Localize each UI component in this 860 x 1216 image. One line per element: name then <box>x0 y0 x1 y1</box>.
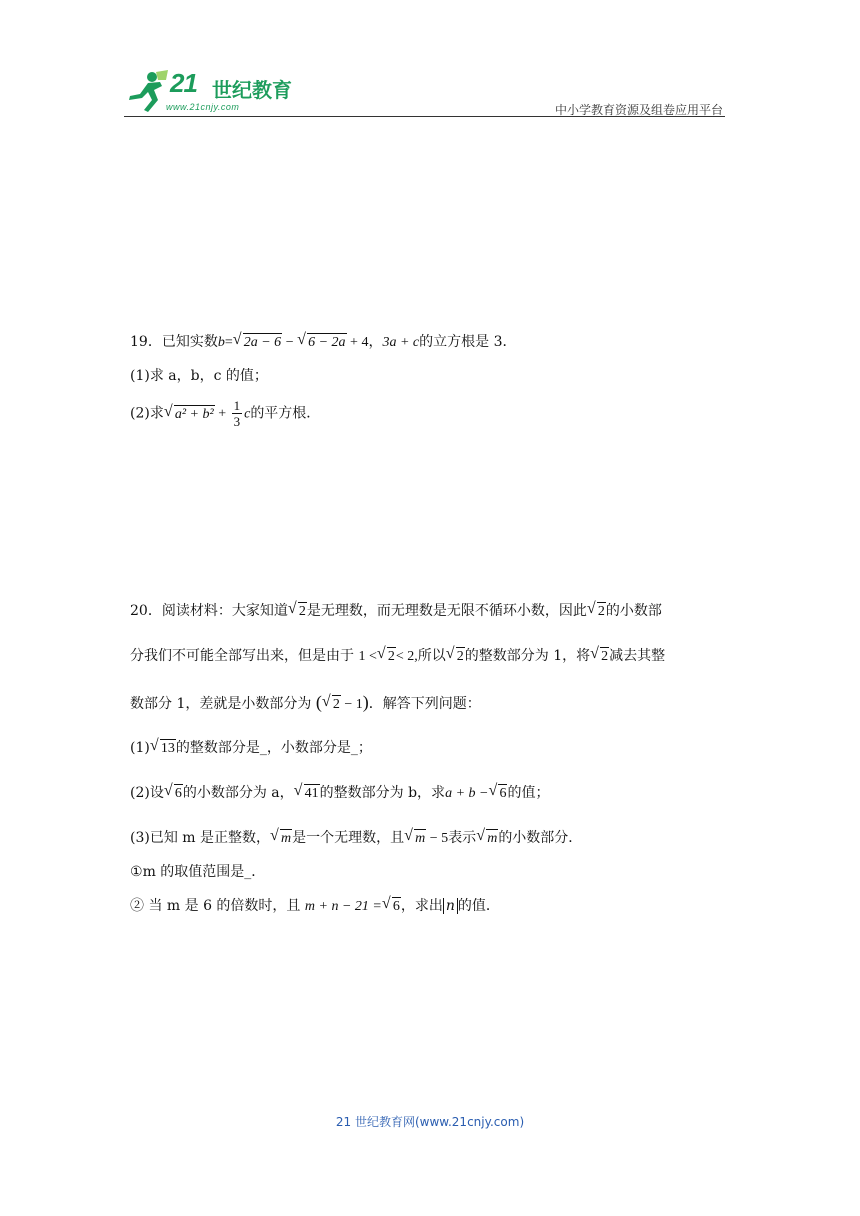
q20-text: ，求出 <box>400 898 443 914</box>
q19-number: 19． <box>130 334 162 350</box>
minus-one: − 1 <box>340 697 363 712</box>
q19-part2-label: (2) <box>130 405 150 422</box>
q20-part2-label: (2) <box>130 785 150 801</box>
q19-text-2: 的立方根是 3． <box>419 334 517 350</box>
q20-number: 20． <box>130 603 162 619</box>
q20-circle2-expr: m + n − 21 = <box>304 899 382 914</box>
q20-text: 设 <box>149 785 164 801</box>
footer-link[interactable]: 21 世纪教育网(www.21cnjy.com) <box>335 1115 525 1129</box>
paren-close: ) <box>362 692 369 712</box>
q20-text: 的值． <box>457 898 500 914</box>
q19-part2-sqrt: √ a² + b² <box>165 405 215 425</box>
q20-text: 的值； <box>507 785 550 801</box>
q20-line-3 <box>130 692 481 715</box>
logo-chinese: 世纪教育 <box>212 78 292 102</box>
sqrt-6: √ 6 <box>489 784 507 804</box>
q19-part2 <box>130 398 320 429</box>
q20-ineq-right: < 2, <box>395 649 418 664</box>
q20-part3-label: (3) <box>130 830 150 846</box>
q19-part2-post: 的平方根． <box>250 405 321 422</box>
q20-part1 <box>130 738 372 759</box>
sqrt-m: √ m <box>271 829 292 849</box>
q20-ineq-left: 1 < <box>358 649 377 664</box>
q20-part2 <box>130 783 549 804</box>
q20-text: 表示 <box>448 830 477 846</box>
q19-text-1: 已知实数 <box>161 334 218 350</box>
q20-circle1 <box>130 862 265 882</box>
q19-part1-label: (1) <box>130 368 150 384</box>
q20-part2-expr: a + b − <box>445 786 489 801</box>
circle-one-label: ① <box>130 864 143 880</box>
q19-part2-pre: 求 <box>149 405 164 422</box>
minus-five: − 5 <box>426 831 449 846</box>
sqrt-m: √ m <box>405 829 426 849</box>
sqrt-2: √ 2 <box>588 602 606 622</box>
logo-url: www.21cnjy.com <box>166 102 240 112</box>
q19-expr: 3a + c <box>382 335 420 350</box>
q20-text: 阅读材料：大家知道 <box>161 603 288 619</box>
sqrt-2: √ 2 <box>591 647 609 667</box>
q20-part3 <box>130 828 582 849</box>
q19-part1-text: 求 a，b，c 的值； <box>149 368 268 384</box>
sqrt-13: √ 13 <box>151 739 176 759</box>
q19-minus: − <box>282 335 298 350</box>
header-divider <box>124 116 725 117</box>
q19-stem <box>130 332 516 353</box>
sqrt-2: √ 2 <box>323 695 341 715</box>
circle-one-text: m 的取值范围是_． <box>142 864 266 880</box>
q20-text: 的整数部分为 1，将 <box>464 648 591 664</box>
sqrt-m: √ m <box>477 829 498 849</box>
q19-fraction: $\frac{1}{3}$ <box>233 398 241 429</box>
sqrt-6: √ 6 <box>165 784 183 804</box>
q20-text: 当 m 是 6 的倍数时，且 <box>144 898 301 914</box>
q19-sqrt-2: √ 6 − 2a <box>298 333 346 353</box>
q20-text: 已知 m 是正整数， <box>149 830 271 846</box>
runner-icon <box>126 70 170 116</box>
q20-text: 减去其整 <box>609 648 666 664</box>
circle-two-label: ② <box>130 898 144 914</box>
q20-text: 的小数部 <box>605 603 662 619</box>
q20-text: 分我们不可能全部写出来，但是由于 <box>130 648 354 664</box>
abs-n: n <box>443 898 458 914</box>
q20-part1-text: 的整数部分是_，小数部分是_； <box>175 740 372 756</box>
q20-text: 的整数部分为 b，求 <box>319 785 446 801</box>
paren-open: ( <box>315 692 322 712</box>
q19-part2-c: c <box>244 406 251 422</box>
q20-text: 的小数部分． <box>498 830 583 846</box>
q20-part1-label: (1) <box>130 740 150 756</box>
platform-title: 中小学教育资源及组卷应用平台 <box>554 103 723 117</box>
q20-line-2 <box>130 646 665 667</box>
q19-equals: = <box>224 335 233 350</box>
sqrt-41: √ 41 <box>295 784 320 804</box>
sqrt-2: √ 2 <box>289 602 307 622</box>
q20-text: ．解答下列问题： <box>368 696 481 712</box>
q19-part2-plus: + <box>214 406 230 422</box>
logo-number: 21 <box>170 68 197 98</box>
q19-var-b: b <box>217 335 225 350</box>
q20-text: 是无理数，而无理数是无限不循环小数，因此 <box>306 603 587 619</box>
q20-text: 的小数部分为 a， <box>182 785 294 801</box>
q19-plus4: + 4 <box>346 335 369 350</box>
q19-sqrt-1: √ 2a − 6 <box>234 333 282 353</box>
q19-comma: ， <box>368 334 383 350</box>
q20-text: 是一个无理数，且 <box>292 830 405 846</box>
q19-part1 <box>130 366 268 386</box>
sqrt-6: √ 6 <box>383 897 401 917</box>
q20-line-1 <box>130 601 662 622</box>
sqrt-2: √ 2 <box>447 647 465 667</box>
q20-text: 数部分 1，差就是小数部分为 <box>130 696 312 712</box>
site-logo <box>126 70 296 116</box>
sqrt-2: √ 2 <box>378 647 396 667</box>
q20-circle2 <box>130 896 500 917</box>
q20-text: 所以 <box>417 648 446 664</box>
